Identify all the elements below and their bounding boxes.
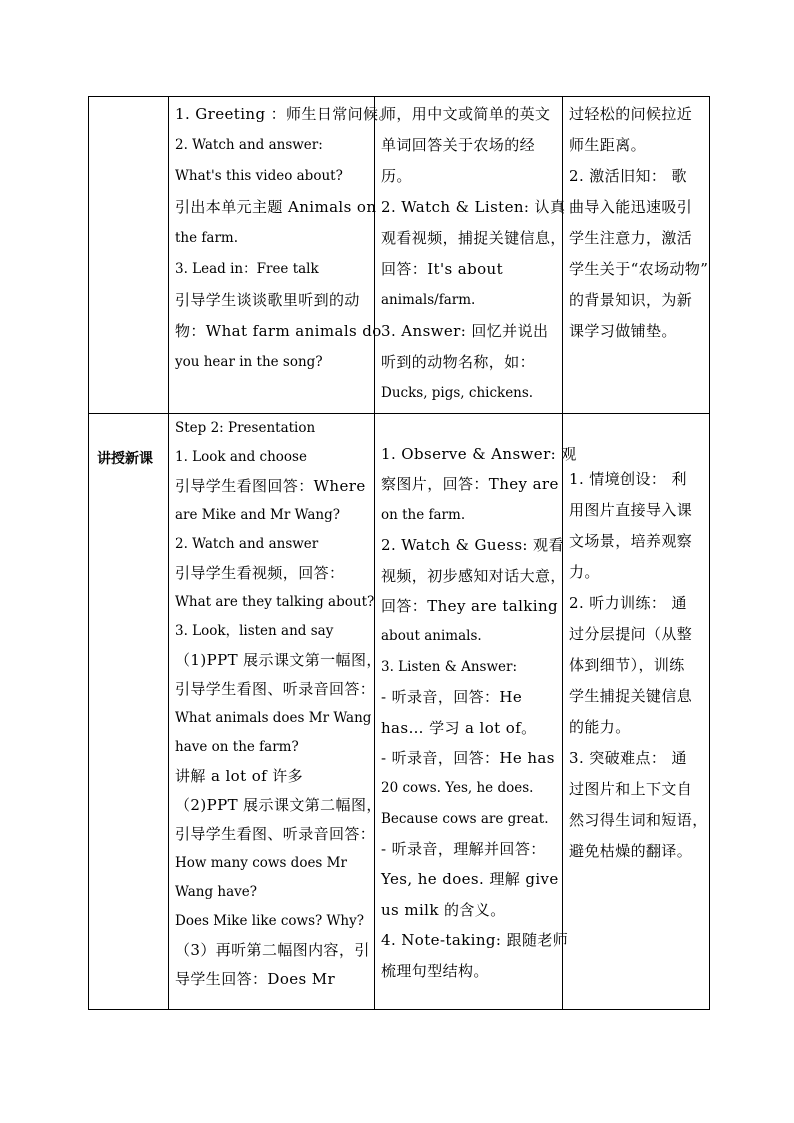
cell-line: 2. 激活旧知： 歌 [569,167,687,185]
cell-line: 历。 [381,167,412,185]
cell-line: about animals. [381,628,482,645]
cell-line: （3）再听第二幅图内容，引 [175,941,370,959]
section-cell [89,414,169,1010]
cell-line: - 听录音，回答：He has [381,748,555,767]
cell-line: Wang have? [175,884,257,900]
cell-line: 3. Look，listen and say [175,623,334,639]
section-title [89,97,168,131]
cell-line: 学生注意力，激活 [569,229,693,247]
table-row [89,97,710,414]
cell-line: 的能力。 [569,718,631,736]
cell-line: 力。 [569,563,600,581]
cell-line: 物：What farm animals do [175,322,382,340]
cell-line: （1)PPT 展示课文第一幅图， [175,651,382,669]
cell-line: What's this video about? [175,168,343,184]
cell-line: 讲解 a lot of 许多 [175,767,304,785]
cell-line: 课学习做铺垫。 [569,322,677,340]
cell-line: 2. Watch & Listen: 认真 [381,198,566,216]
cell-line: 1. Look and choose [175,449,307,465]
cell-line: 1. 情境创设： 利 [569,470,687,488]
cell-line: （2)PPT 展示课文第二幅图， [175,796,382,814]
cell-line: 然习得生词和短语， [569,811,708,829]
cell-line: 2. Watch and answer [175,536,319,552]
cell-line: us milk 的含义。 [381,900,506,919]
cell-line: How many cows does Mr [175,855,347,871]
cell-line: 导学生回答：Does Mr [175,970,336,988]
cell-line: 引导学生看视频，回答： [175,564,345,582]
cell-line: 引导学生看图回答：Where [175,477,366,495]
cell-line: - 听录音，理解并回答： [381,840,546,859]
teacher-activity-cell [169,97,394,414]
cell-line: 师生距离。 [569,136,647,154]
cell-line: 梳理句型结构。 [381,961,489,980]
cell-line: 引导学生看图、听录音回答： [175,825,376,843]
cell-line: you hear in the song? [175,354,323,370]
cell-line: What animals does Mr Wang [175,710,372,726]
cell-line: Does Mike like cows? Why? [175,913,364,929]
cell-line: 3. Answer: 回忆并说出 [381,322,549,340]
cell-line: 过图片和上下文自 [569,780,693,798]
cell-line: 听到的动物名称，如： [381,353,536,371]
purpose-cell [563,97,710,414]
teacher-activity-cell [169,414,382,1010]
cell-line: Ducks, pigs, chickens. [381,385,534,401]
cell-line: 视频，初步感知对话大意， [381,566,566,585]
cell-line: 20 cows. Yes, he does. [381,780,534,797]
cell-line: 2. 听力训练： 通 [569,594,687,612]
cell-line: 引出本单元主题 Animals on [175,198,377,216]
cell-line: Because cows are great. [381,810,549,827]
cell-line: What are they talking about? [175,594,375,610]
cell-line: 4. Note-taking: 跟随老师 [381,931,569,950]
cell-line: 回答：They are talking [381,596,559,615]
lesson-plan-table [88,96,710,1010]
cell-line: 师，用中文或简单的英文 [381,105,551,123]
cell-line: 回答：It's about [381,260,504,278]
section-cell [89,97,169,414]
cell-line: 的背景知识，为新 [569,291,693,309]
cell-line: 2. Watch and answer: [175,137,323,153]
cell-line: 2. Watch & Guess: 观看 [381,536,564,555]
cell-line: are Mike and Mr Wang? [175,507,340,523]
cell-line: 1. Observe & Answer: 观 [381,445,577,463]
cell-line: 学生捕捉关键信息 [569,687,693,705]
section-title: 讲授新课 [97,451,153,467]
cell-line: on the farm. [381,506,466,523]
cell-line: 3. 突破难点： 通 [569,749,687,767]
cell-line: 察图片，回答：They are [381,475,559,494]
cell-line: - 听录音，回答：He [381,688,523,707]
cell-line: 观看视频，捕捉关键信息， [381,229,566,247]
cell-line: 文场景，培养观察 [569,532,693,550]
cell-line: 3. Listen & Answer: [381,658,518,675]
cell-line: have on the farm? [175,739,299,755]
cell-line: 引导学生谈谈歌里听到的动 [175,291,360,309]
student-activity-cell [375,414,577,1010]
cell-line: 体到细节），训练 [569,656,685,674]
purpose-cell [563,414,710,1010]
cell-line: 单词回答关于农场的经 [381,136,536,154]
cell-line: 3. Lead in：Free talk [175,261,319,277]
cell-line: 引导学生看图、听录音回答： [175,680,376,698]
cell-line: the farm. [175,230,238,246]
cell-line: 学生关于“农场动物” [569,260,709,278]
cell-line: Yes, he does. 理解 give [381,870,559,889]
cell-line: 过轻松的问候拉近 [569,105,693,123]
cell-line: 避免枯燥的翻译。 [569,842,693,860]
table-row [89,414,710,1010]
cell-line: 曲导入能迅速吸引 [569,198,693,216]
cell-line: 用图片直接导入课 [569,501,693,519]
cell-line: 过分层提问（从整 [569,625,693,643]
cell-line: has… 学习 a lot of。 [381,718,537,737]
cell-line: animals/farm. [381,292,476,308]
cell-line: Step 2: Presentation [175,420,316,436]
student-activity-cell [375,97,566,414]
cell-line: 1. Greeting ：师生日常问候。 [175,105,394,123]
